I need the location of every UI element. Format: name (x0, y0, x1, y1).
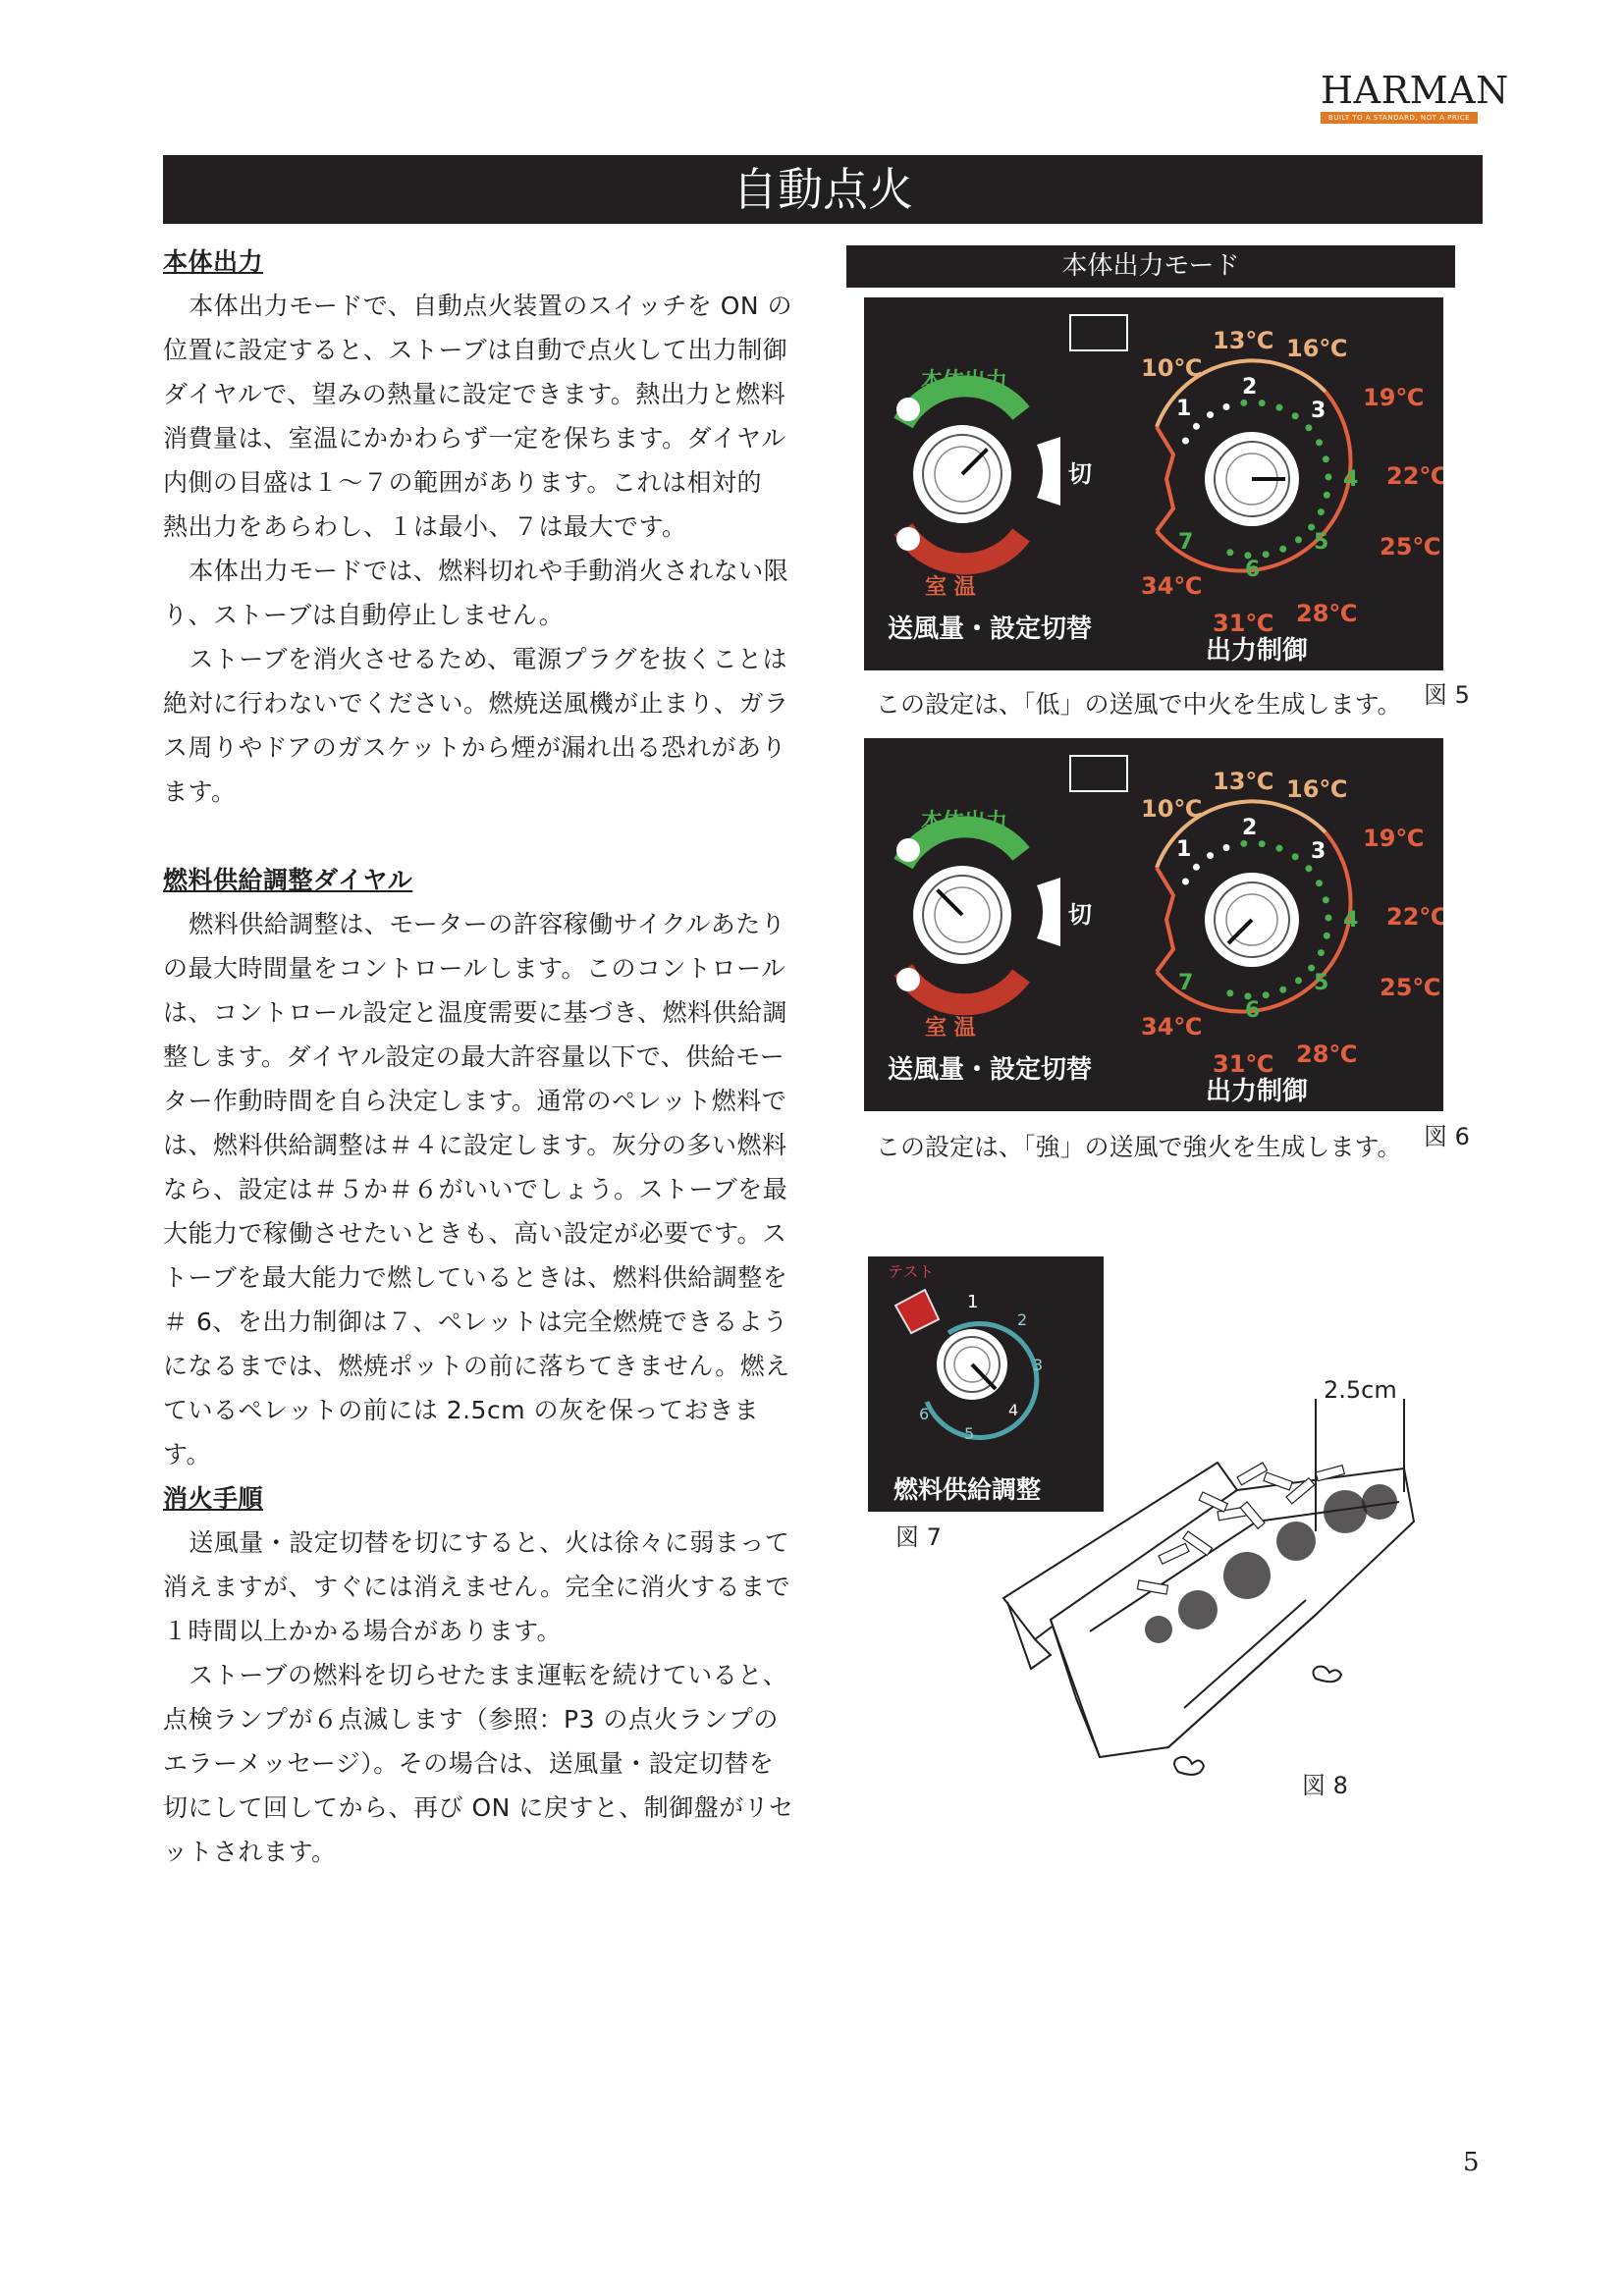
paragraph-line: 送風量・設定切替を切にすると、火は徐々に弱まって (189, 1528, 790, 1557)
scale-dot (1263, 551, 1270, 558)
paragraph-line: ます。 (163, 777, 237, 806)
fan-icon (896, 398, 920, 421)
paragraph-line: 消費量は、室温にかかわらず一定を保ちます。ダイヤル (163, 424, 786, 453)
scale-dot (1316, 439, 1323, 446)
scale-dot (1240, 840, 1247, 847)
temp-label: 25℃ (1380, 974, 1441, 1001)
scale-dot (1318, 949, 1325, 956)
temp-label: 16℃ (1286, 335, 1348, 362)
scale-dot (1305, 865, 1312, 872)
paragraph-line: ター作動時間を自ら決定します。通常のペレット燃料で (163, 1087, 787, 1115)
temp-label: 34℃ (1141, 572, 1203, 600)
temp-label: 13℃ (1213, 768, 1274, 795)
section-shutdown (163, 1476, 796, 1874)
paragraph-line: ＃ 6、を出力制御は７、ペレットは完全燃焼できるよう (163, 1308, 788, 1336)
feed-number-6: 6 (919, 1405, 930, 1423)
dial-number-7: 7 (1178, 530, 1194, 555)
main-output-label: 本体出力 (921, 810, 1008, 834)
scale-dot (1323, 455, 1329, 462)
temp-label: 22℃ (1386, 462, 1443, 490)
paragraph-line: 燃料供給調整は、モーターの許容稼働サイクルあたり (189, 910, 786, 938)
paragraph-line: １時間以上かかる場合があります。 (163, 1617, 563, 1645)
temp-label: 28℃ (1296, 600, 1358, 627)
temp-label: 31℃ (1213, 1050, 1274, 1078)
scale-dot (1259, 400, 1266, 406)
scale-dot (1292, 412, 1299, 419)
dial-number-6: 6 (1245, 998, 1261, 1023)
off-label: 切 (1068, 460, 1092, 488)
dial-number-5: 5 (1314, 971, 1329, 995)
paragraph-line: 絶対に行わないでください。燃焼送風機が止まり、ガラ (163, 689, 789, 718)
logo-wordmark: HARMAN (1321, 69, 1509, 112)
feed-panel-title: 燃料供給調整 (893, 1475, 1042, 1504)
figure-6-caption: この設定は、「強」の送風で強火を生成します。 (876, 1133, 1402, 1161)
room-temp-label: 室 温 (925, 575, 976, 600)
feed-number-2: 2 (1017, 1310, 1028, 1329)
scale-dot (1182, 438, 1189, 445)
paragraph-line: になるまでは、燃焼ポットの前に落ちてきません。燃え (163, 1352, 790, 1380)
figure-8-label: 図 8 (1302, 1772, 1348, 1799)
control-panel-figure-6 (864, 738, 1443, 1111)
temp-label: 22℃ (1386, 903, 1443, 931)
fan-switch-label: 送風量・設定切替 (888, 1055, 1093, 1085)
figure-5-caption: この設定は、「低」の送風で中火を生成します。 (876, 690, 1402, 719)
dial-number-4: 4 (1343, 467, 1359, 492)
scale-dot (1275, 845, 1282, 852)
paragraph-line: は、コントロール設定と温度需要に基づき、燃料供給調 (163, 998, 788, 1027)
scale-dot (1324, 492, 1330, 499)
scale-dot (1222, 844, 1229, 851)
paragraph-line: 切にして回してから、再び ON に戻すと、制御盤がリセ (163, 1793, 794, 1822)
harman-logo (1321, 69, 1509, 126)
paragraph-line: ストーブの燃料を切らせたまま運転を続けていると、 (189, 1661, 788, 1689)
scale-dot (1240, 400, 1247, 406)
scale-dot (1292, 853, 1299, 860)
scale-dot (1325, 473, 1331, 480)
scale-dot (1182, 879, 1189, 885)
temp-label: 19℃ (1363, 825, 1425, 852)
scale-dot (1275, 404, 1282, 411)
paragraph-line: の最大時間量をコントロールします。このコントロール (163, 954, 786, 983)
temp-label: 34℃ (1141, 1013, 1203, 1041)
paragraph-line: 大能力で稼働させたいときも、高い設定が必要です。ス (163, 1219, 787, 1248)
dial-number-6: 6 (1245, 558, 1261, 582)
fan-icon (896, 838, 920, 862)
temp-label: 10℃ (1141, 354, 1203, 382)
figure-7-label: 図 7 (895, 1523, 942, 1551)
fan-icon (896, 527, 920, 551)
ash-depth-label: 2.5cm (1324, 1376, 1397, 1404)
paragraph-line: 点検ランプが６点滅します（参照：P3 の点火ランプの (163, 1705, 779, 1734)
page-title: 自動点火 (163, 155, 1483, 224)
section-heading: 消火手順 (163, 1484, 264, 1513)
dial-number-5: 5 (1314, 530, 1329, 555)
paragraph-line: ストーブを消火させるため、電源プラグを抜くことは (189, 645, 788, 673)
paragraph-line: 消えますが、すぐには消えません。完全に消火するまで (163, 1573, 791, 1601)
temp-label: 28℃ (1296, 1041, 1358, 1068)
temp-label: 31℃ (1213, 610, 1274, 637)
dial-number-1: 1 (1176, 397, 1192, 421)
paragraph-line: 整します。ダイヤル設定の最大許容量以下で、供給モー (163, 1042, 785, 1071)
scale-dot (1305, 424, 1312, 431)
paragraph-line: は、燃料供給調整は＃４に設定します。灰分の多い燃料 (163, 1131, 787, 1159)
dial-number-3: 3 (1311, 839, 1326, 864)
output-control-label: 出力制御 (1206, 1077, 1309, 1106)
section-heading: 本体出力 (163, 247, 264, 276)
figure-6-label: 図 6 (1424, 1123, 1470, 1150)
paragraph-line: なら、設定は＃５か＃６がいいでしょう。ストーブを最 (163, 1175, 788, 1203)
paragraph-line: 内側の目盛は１～７の範囲があります。これは相対的 (163, 468, 763, 497)
temp-label: 10℃ (1141, 795, 1203, 823)
feed-number-4: 4 (1008, 1401, 1019, 1419)
dial-number-7: 7 (1178, 971, 1194, 995)
dial-number-3: 3 (1311, 399, 1326, 423)
paragraph-line: 熱出力をあらわし、１は最小、７は最大です。 (163, 512, 687, 541)
page-number: 5 (1463, 2148, 1480, 2177)
dial-number-2: 2 (1242, 375, 1258, 400)
scale-dot (1207, 411, 1214, 418)
scale-dot (1318, 508, 1325, 515)
off-label: 切 (1068, 901, 1092, 929)
paragraph-line: ットされます。 (163, 1838, 337, 1866)
scale-dot (1207, 852, 1214, 859)
logo-tagline: BUILT TO A STANDARD, NOT A PRICE (1321, 112, 1478, 124)
scale-dot (1226, 989, 1233, 996)
dial-number-2: 2 (1242, 816, 1258, 840)
scale-dot (1325, 914, 1331, 921)
temp-label: 19℃ (1363, 384, 1425, 411)
temp-label: 25℃ (1380, 533, 1441, 561)
section-main-output (163, 240, 796, 814)
feed-number-5: 5 (964, 1424, 975, 1443)
paragraph-line: エラーメッセージ）。その場合は、送風量・設定切替を (163, 1749, 775, 1778)
control-panel-figure-5 (864, 297, 1443, 670)
scale-dot (1295, 536, 1302, 543)
scale-dot (1279, 546, 1286, 553)
temp-label: 16℃ (1286, 775, 1348, 803)
figure-5-label: 図 5 (1424, 681, 1470, 709)
main-output-label: 本体出力 (921, 369, 1008, 394)
scale-dot (1226, 549, 1233, 556)
scale-dot (1263, 991, 1270, 998)
scale-dot (1324, 933, 1330, 939)
temp-label: 13℃ (1213, 327, 1274, 354)
mode-label-bar: 本体出力モード (846, 245, 1455, 288)
scale-dot (1222, 403, 1229, 410)
fan-icon (896, 968, 920, 991)
scale-dot (1259, 840, 1266, 847)
scale-dot (1279, 987, 1286, 993)
dial-number-1: 1 (1176, 837, 1192, 862)
paragraph-line: 本体出力モードでは、燃料切れや手動消火されない限 (189, 557, 789, 585)
section-feed-dial (163, 858, 796, 1476)
paragraph-line: トーブを最大能力で燃しているときは、燃料供給調整を (163, 1263, 788, 1292)
scale-dot (1295, 977, 1302, 984)
paragraph-line: ているペレットの前には 2.5cm の灰を保っておきます。 (163, 1396, 760, 1468)
fan-switch-label: 送風量・設定切替 (888, 614, 1093, 644)
firepot-illustration (992, 1374, 1453, 1836)
paragraph-line: り、ストーブは自動停止しません。 (163, 601, 565, 629)
output-control-label: 出力制御 (1206, 636, 1309, 666)
room-temp-label: 室 温 (925, 1016, 976, 1041)
paragraph-line: 本体出力モードで、自動点火装置のスイッチを ON の (189, 292, 793, 320)
paragraph-line: ス周りやドアのガスケットから煙が漏れ出る恐れがあり (163, 733, 787, 762)
scale-dot (1323, 896, 1329, 903)
scale-dot (1193, 864, 1200, 871)
paragraph-line: ダイヤルで、望みの熱量に設定できます。熱出力と燃料 (163, 380, 786, 408)
scale-dot (1193, 423, 1200, 430)
paragraph-line: 位置に設定すると、ストーブは自動で点火して出力制御 (163, 336, 788, 364)
feed-number-3: 3 (1033, 1356, 1044, 1374)
scale-dot (1316, 880, 1323, 886)
dial-number-4: 4 (1343, 908, 1359, 933)
feed-test-label: テスト (888, 1262, 935, 1281)
feed-number-1: 1 (967, 1292, 979, 1312)
section-heading: 燃料供給調整ダイヤル (163, 866, 413, 894)
